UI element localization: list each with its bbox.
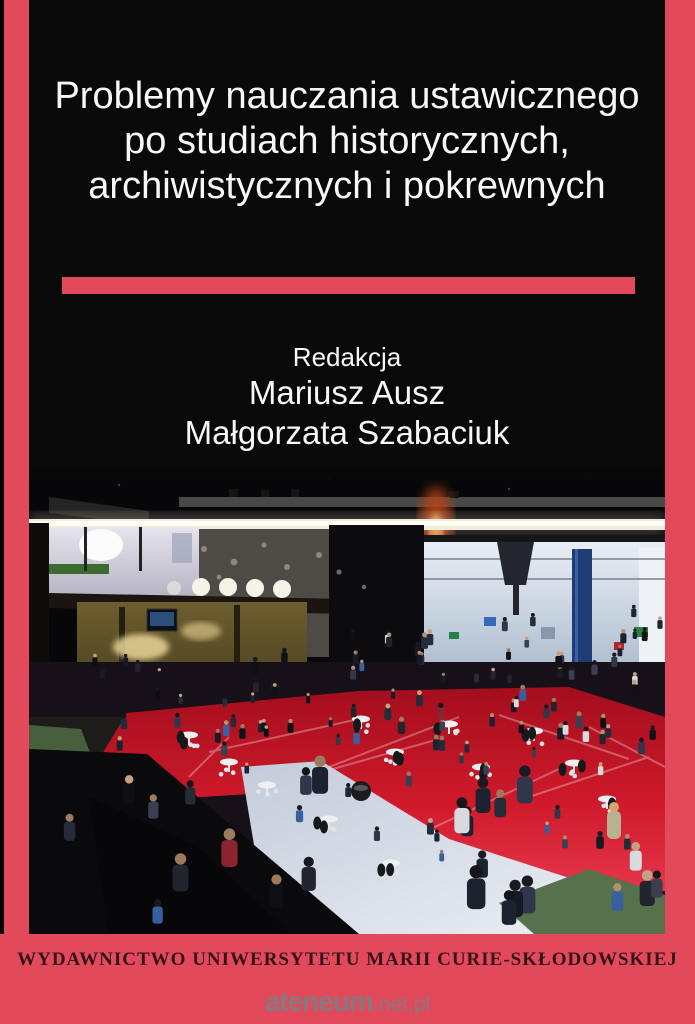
conference-photo: [29, 467, 665, 934]
red-divider-bar: [62, 277, 635, 294]
watermark: [0, 986, 695, 1018]
editors-label: Redakcja: [292, 342, 402, 372]
editor-name-2: Małgorzata Szabaciuk: [184, 414, 510, 451]
publisher-line: WYDAWNICTWO UNIWERSYTETU MARII CURIE-SKŁODOWSKIEJ: [17, 949, 678, 970]
title-line-1: Problemy nauczania ustawicznego: [54, 75, 640, 117]
cover-black-panel: [29, 0, 665, 934]
book-title: [29, 74, 665, 209]
watermark-main: ateneum: [264, 986, 373, 1017]
title-line-2: po studiach historycznych,: [124, 120, 570, 162]
editors-block: [29, 341, 665, 453]
title-line-3: archiwistycznych i pokrewnych: [88, 165, 606, 207]
watermark-suffix: .net.pl: [372, 993, 431, 1016]
left-edge-strip: [0, 0, 4, 934]
editor-name-1: Mariusz Ausz: [248, 374, 446, 411]
